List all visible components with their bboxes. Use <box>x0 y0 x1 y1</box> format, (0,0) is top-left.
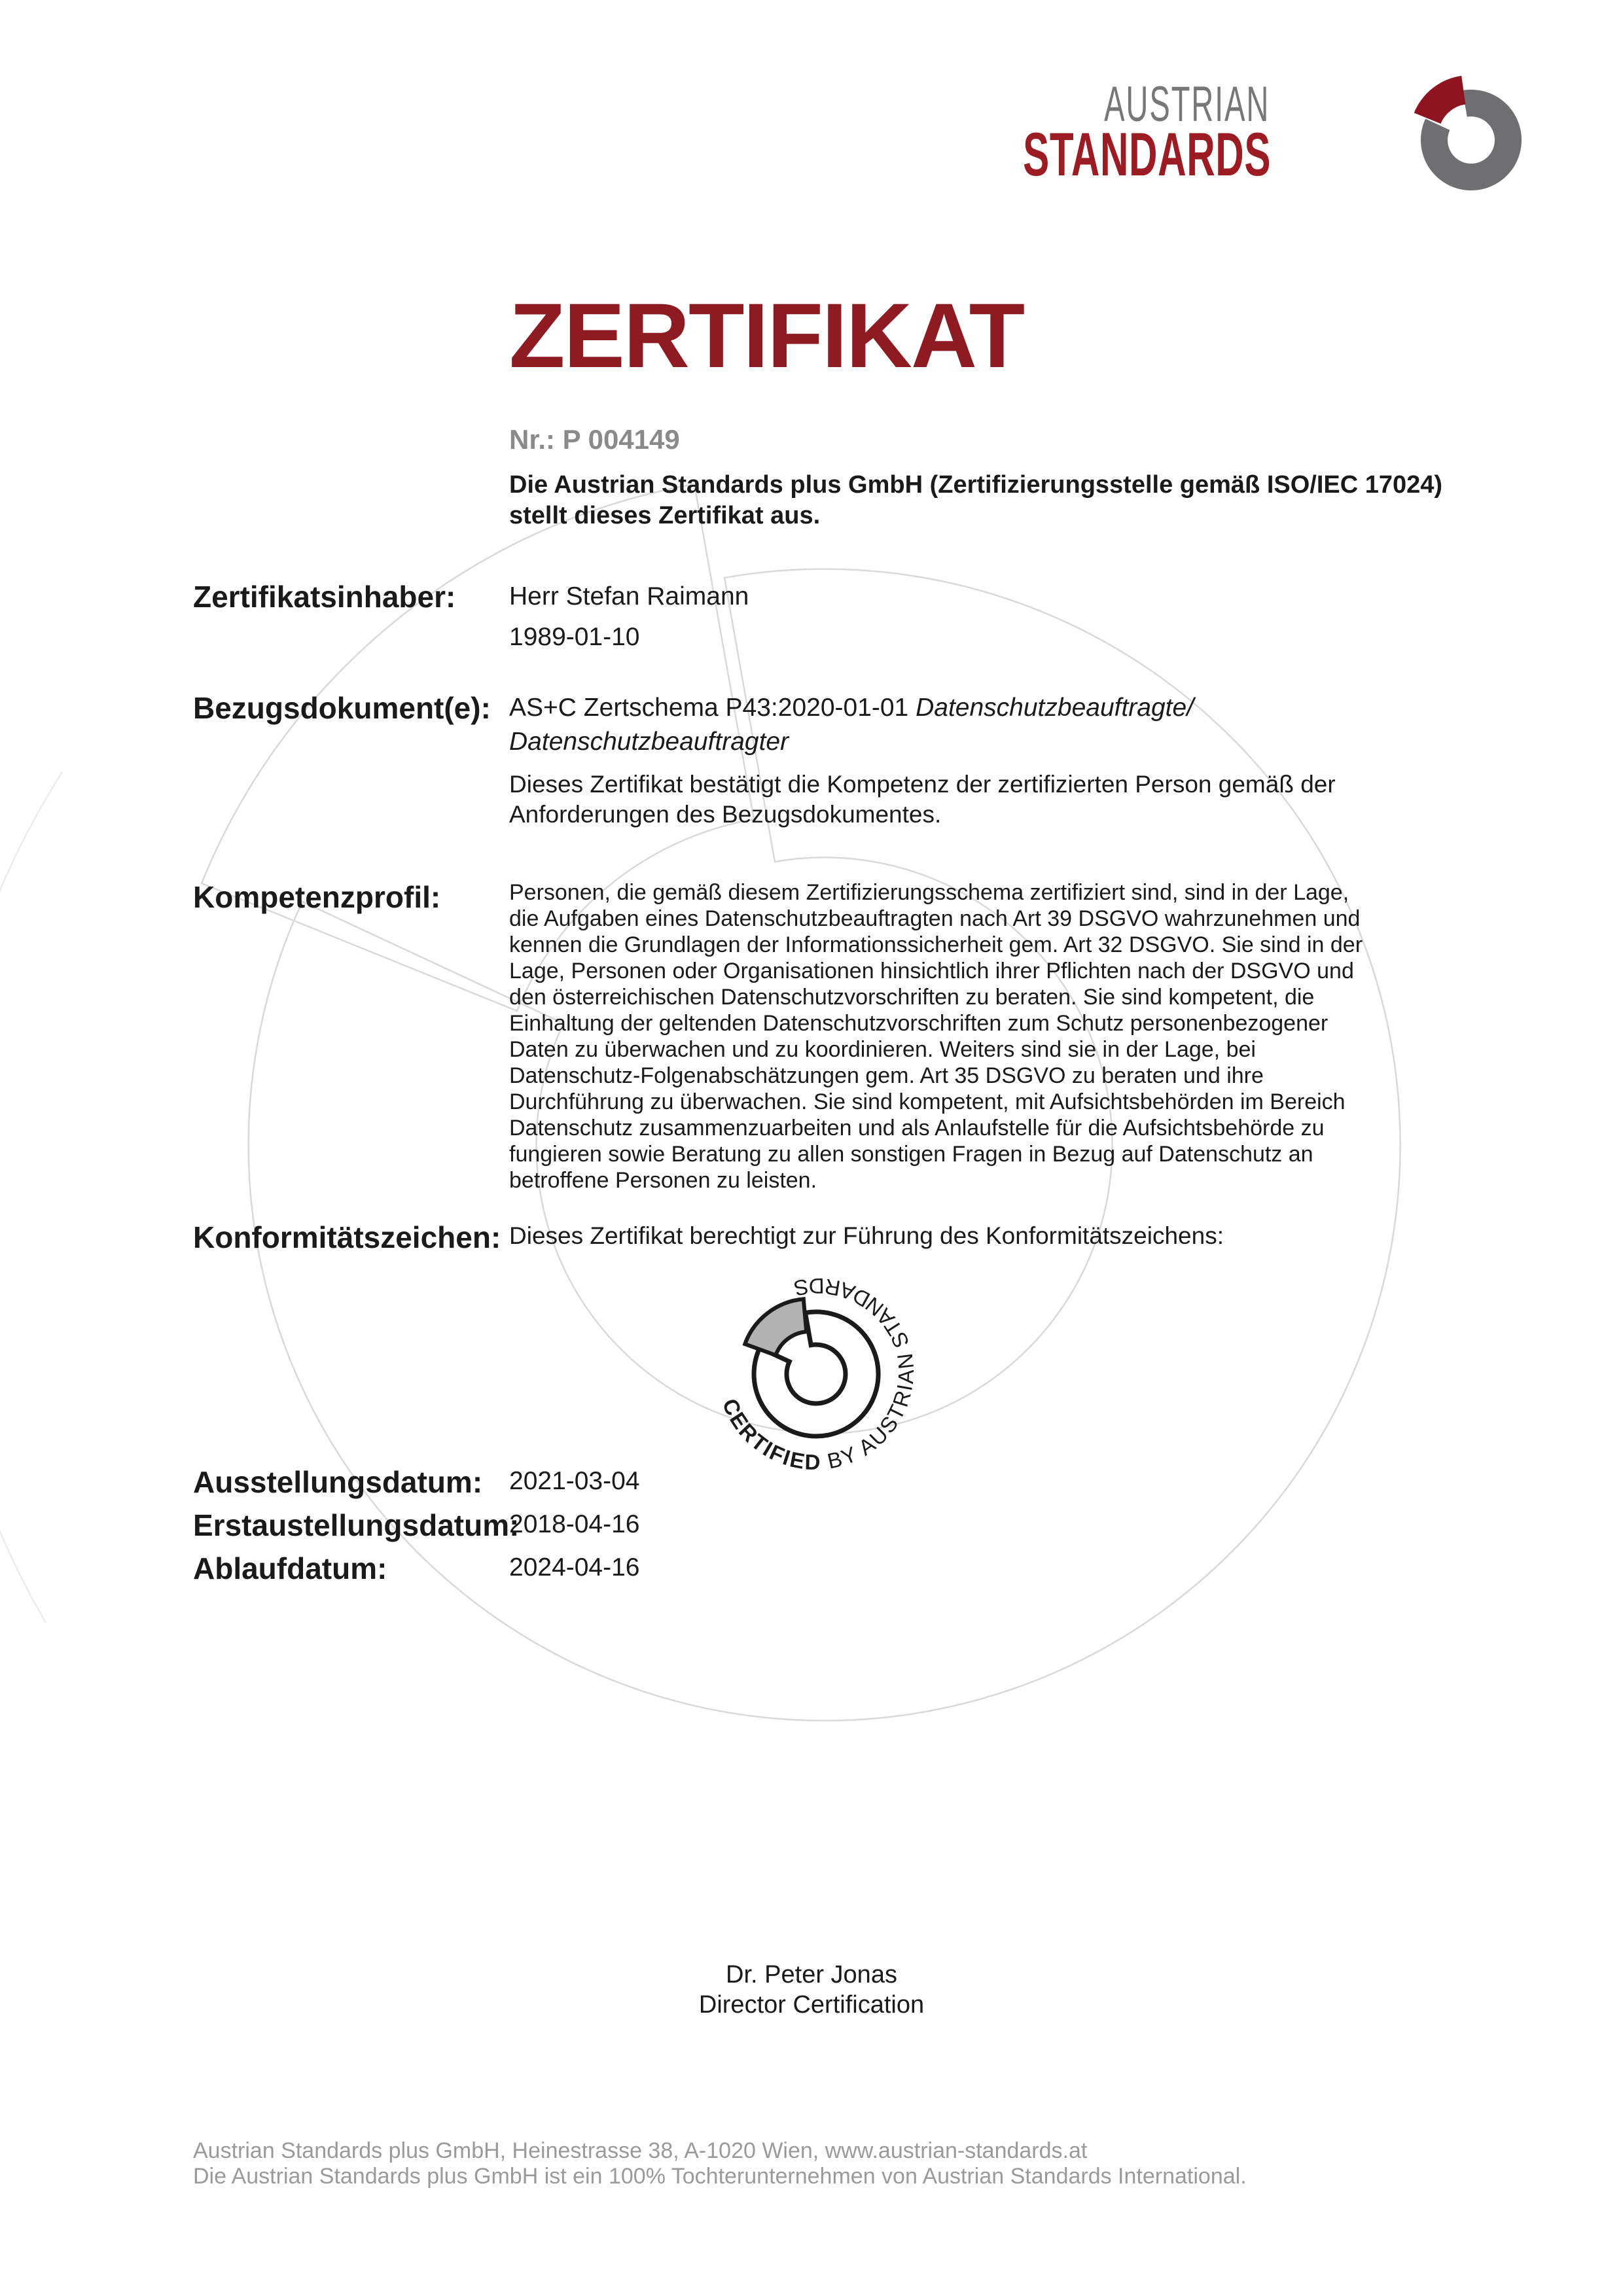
footer-company-line: Die Austrian Standards plus GmbH ist ein 100% Tochterunternehmen von Austrian Standards International. <box>193 2164 1247 2189</box>
competence-text: Personen, die gemäß diesem Zertifizierungsschema zertifiziert sind, sind in der Lage, die Aufgaben eines Datenschutzbeauftragten nach Art 39 DSGVO wahrzunehmen und kennen die Grundlagen der Informationssicherheit gem. Art 32 DSGVO. Sie sind in der Lage, Personen oder Organisationen hinsichtlich ihrer Pflichten nach der DSGVO und den österreichischen Datenschutzvorschriften zu beraten. Sie sind kompetent, die Einhaltung der geltenden Datenschutzvorschriften zum Schutz personenbezogener Daten zu überwachen und zu koordinieren. Weiters sind sie in der Lage, bei Datenschutz-Folgenabschätzungen gem. Art 35 DSGVO zu beraten und ihre Durchführung zu überwachen. Sie sind kompetent, mit Aufsichtsbehörden im Bereich Datenschutz zusammenzuarbeiten und als Anlaufstelle für die Aufsichtsbehörde zu fungieren sowie Beratung zu allen sonstigen Fragen in Bezug auf Datenschutz an betroffene Personen zu leisten. <box>509 880 1363 1193</box>
brand-wordmark-standards: STANDARDS <box>1023 120 1271 188</box>
reference-note-line1: Dieses Zertifikat bestätigt die Kompetenz der zertifizierten Person gemäß der <box>509 771 1336 798</box>
issue-date-value: 2021-03-04 <box>509 1467 640 1495</box>
signature-block <box>563 1960 1060 2020</box>
holder-birthdate: 1989-01-10 <box>509 623 640 651</box>
reference-value-line1 <box>509 694 1194 722</box>
expiry-date-value: 2024-04-16 <box>509 1553 640 1581</box>
certificate-number: Nr.: P 004149 <box>509 424 680 455</box>
reference-scheme: AS+C Zertschema P43:2020-01-01 <box>509 694 916 722</box>
certified-by-austrian-standards-seal <box>692 1250 940 1498</box>
seal-caption-bold: CERTIFIED <box>717 1394 823 1475</box>
competence-label: Kompetenzprofil: <box>193 880 441 914</box>
document-title: ZERTIFIKAT <box>509 284 1024 387</box>
issue-date-label: Ausstellungsdatum: <box>193 1465 483 1499</box>
seal-caption <box>718 1274 919 1474</box>
austrian-standards-logo-icon <box>1414 71 1529 199</box>
issuer-statement-line2: stellt dieses Zertifikat aus. <box>509 502 821 529</box>
footer-address-line: Austrian Standards plus GmbH, Heinestrasse 38, A-1020 Wien, www.austrian-standards.at <box>193 2138 1088 2163</box>
conformity-statement: Dieses Zertifikat berechtigt zur Führung des Konformitätszeichens: <box>509 1222 1224 1249</box>
footer <box>193 2138 1247 2189</box>
reference-scheme-title: Datenschutzbeauftragte/ <box>916 694 1194 722</box>
reference-note <box>509 769 1373 830</box>
issuer-statement-line1: Die Austrian Standards plus GmbH (Zertifizierungsstelle gemäß ISO/IEC 17024) <box>509 471 1443 499</box>
reference-value-line2: Datenschutzbeauftragter <box>509 728 789 756</box>
conformity-label: Konformitätszeichen: <box>193 1220 501 1254</box>
signatory-name: Dr. Peter Jonas <box>726 1961 897 1988</box>
seal-caption-regular: BY AUSTRIAN STANDARDS <box>790 1273 919 1474</box>
issuer-statement <box>509 470 1442 531</box>
holder-label: Zertifikatsinhaber: <box>193 580 456 614</box>
first-issue-date-value: 2018-04-16 <box>509 1510 640 1538</box>
signatory-role: Director Certification <box>698 1991 925 2019</box>
first-issue-date-label: Erstaustellungsdatum: <box>193 1508 520 1542</box>
brand-wordmark-austrian: AUSTRIAN <box>1103 77 1270 132</box>
reference-note-line2: Anforderungen des Bezugsdokumentes. <box>509 801 942 828</box>
reference-label: Bezugsdokument(e): <box>193 691 491 725</box>
seal-wedge <box>745 1299 806 1355</box>
holder-name: Herr Stefan Raimann <box>509 582 749 610</box>
expiry-date-label: Ablaufdatum: <box>193 1551 387 1585</box>
